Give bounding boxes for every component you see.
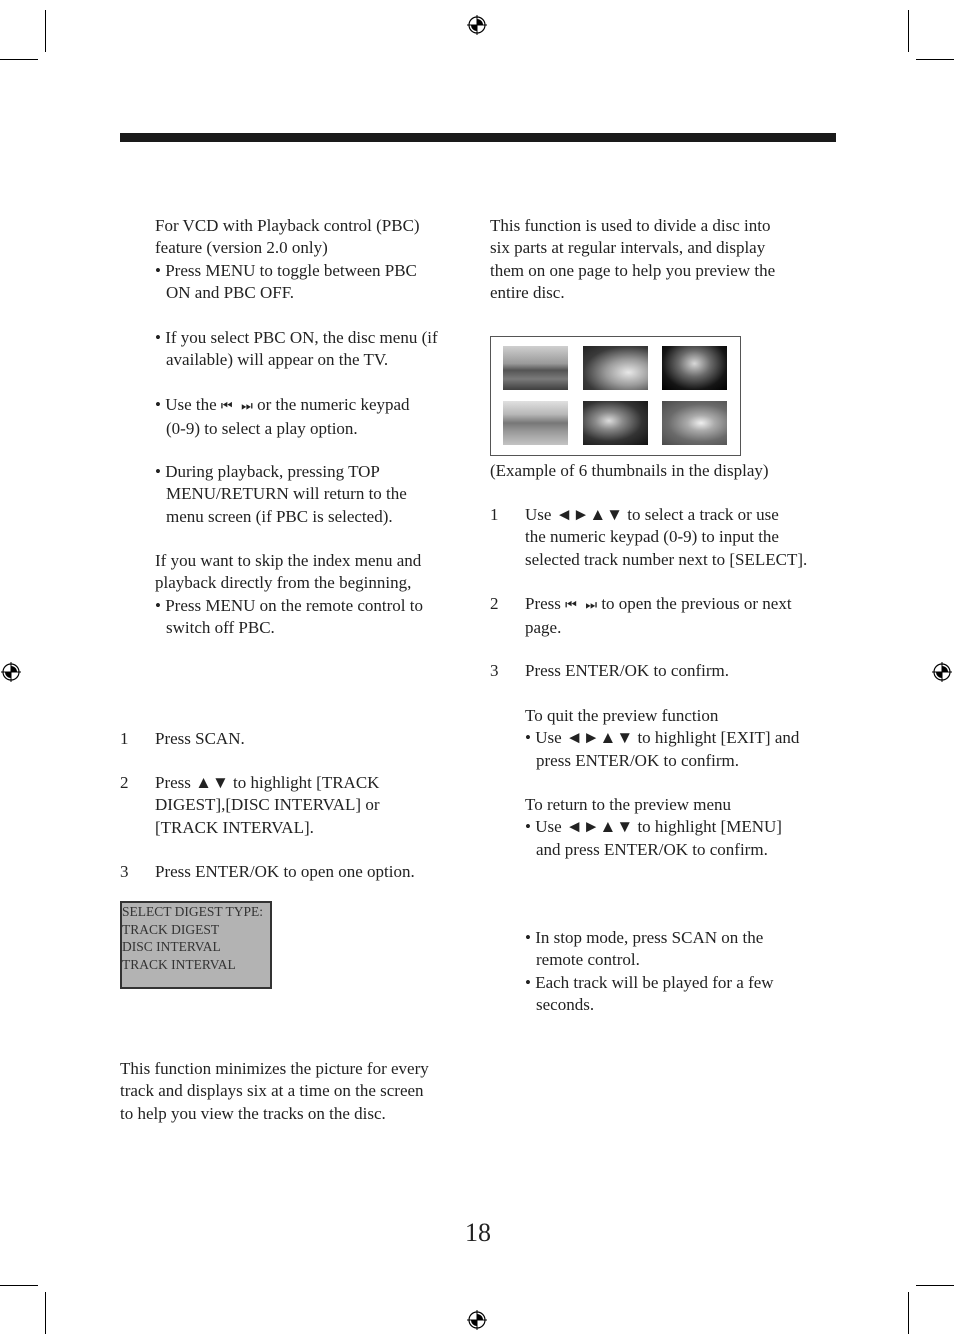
crop-mark — [45, 1292, 46, 1334]
thumbnail-image — [662, 401, 727, 445]
disc-interval-intro: This function is used to divide a disc into six parts at regular intervals, and display them on one page to help you preview the entire disc. — [490, 216, 776, 302]
skip-intro: If you want to skip the index menu and playback directly from the beginning, • Press MENU on the remote control to switch off PBC. — [155, 551, 423, 637]
crop-mark — [0, 1285, 38, 1286]
previous-icon: ⏮ — [220, 399, 233, 414]
digest-option-disc-interval[interactable]: DISC INTERVAL — [122, 939, 221, 954]
crop-mark — [916, 1285, 954, 1286]
step-item: 2 Press ▲▼ to highlight [TRACK DIGEST],[DISC INTERVAL] or [TRACK INTERVAL]. — [120, 773, 380, 837]
return-preview-section: To return to the preview menu • Use ◄►▲▼ to highlight [MENU] and press ENTER/OK to confirm. — [525, 795, 782, 859]
next-icon: ⏭ — [241, 399, 253, 414]
digest-option-track-digest[interactable]: TRACK DIGEST — [122, 921, 220, 937]
thumbnail-image — [503, 401, 568, 445]
previous-icon: ⏮ — [565, 598, 577, 613]
registration-mark-icon — [932, 662, 952, 682]
crop-mark — [908, 1292, 909, 1334]
header-rule — [120, 133, 836, 142]
quit-preview-section: To quit the preview function • Use ◄►▲▼ to highlight [EXIT] and press ENTER/OK to confirm. — [525, 706, 800, 770]
thumbnail-caption: (Example of 6 thumbnails in the display) — [490, 461, 769, 480]
track-digest-description: This function minimizes the picture for every track and displays six at a time on the screen to help you view the tracks on the disc. — [120, 1059, 429, 1123]
step-item: 3 Press ENTER/OK to open one option. — [120, 862, 415, 881]
crop-mark — [0, 59, 38, 60]
thumbnail-image — [583, 401, 648, 445]
registration-mark-icon — [467, 15, 487, 35]
pbc-intro: For VCD with Playback control (PBC) feature (version 2.0 only) — [155, 216, 420, 258]
crop-mark — [916, 59, 954, 60]
thumbnail-image — [503, 346, 568, 390]
step-item: 1 Use ◄►▲▼ to select a track or use the numeric keypad (0-9) to input the selected track number next to [SELECT]. — [490, 505, 808, 569]
step-item: 3 Press ENTER/OK to confirm. — [490, 661, 729, 680]
scan-section: • In stop mode, press SCAN on the remote control. • Each track will be played for a few seconds. — [525, 928, 774, 1014]
page-number: 18 — [465, 1218, 491, 1247]
crop-mark — [45, 10, 46, 52]
step-item: 2 Press ⏮ ⏭ to open the previous or next page. — [490, 594, 792, 638]
digest-option-track-interval[interactable]: TRACK INTERVAL — [122, 956, 236, 972]
thumbnail-image — [662, 346, 727, 390]
crop-mark — [908, 10, 909, 52]
registration-mark-icon — [1, 662, 21, 682]
digest-menu-title: SELECT DIGEST TYPE: — [122, 904, 264, 919]
pbc-bullet-disc-menu: • If you select PBC ON, the disc menu (if available) will appear on the TV. — [155, 328, 438, 370]
pbc-bullet-select-option: • Use the ⏮ ⏭ or the numeric keypad (0-9) to select a play option. — [155, 395, 410, 439]
thumbnail-grid — [490, 336, 741, 456]
step-item: 1 Press SCAN. — [120, 729, 245, 748]
registration-mark-icon — [467, 1310, 487, 1330]
pbc-bullet-toggle: • Press MENU to toggle between PBC ON and PBC OFF. — [155, 261, 417, 303]
next-icon: ⏭ — [585, 598, 598, 613]
thumbnail-image — [583, 346, 648, 390]
digest-type-menu — [120, 901, 272, 989]
pbc-bullet-top-menu: • During playback, pressing TOP MENU/RETURN will return to the menu screen (if PBC is selected). — [155, 462, 407, 526]
